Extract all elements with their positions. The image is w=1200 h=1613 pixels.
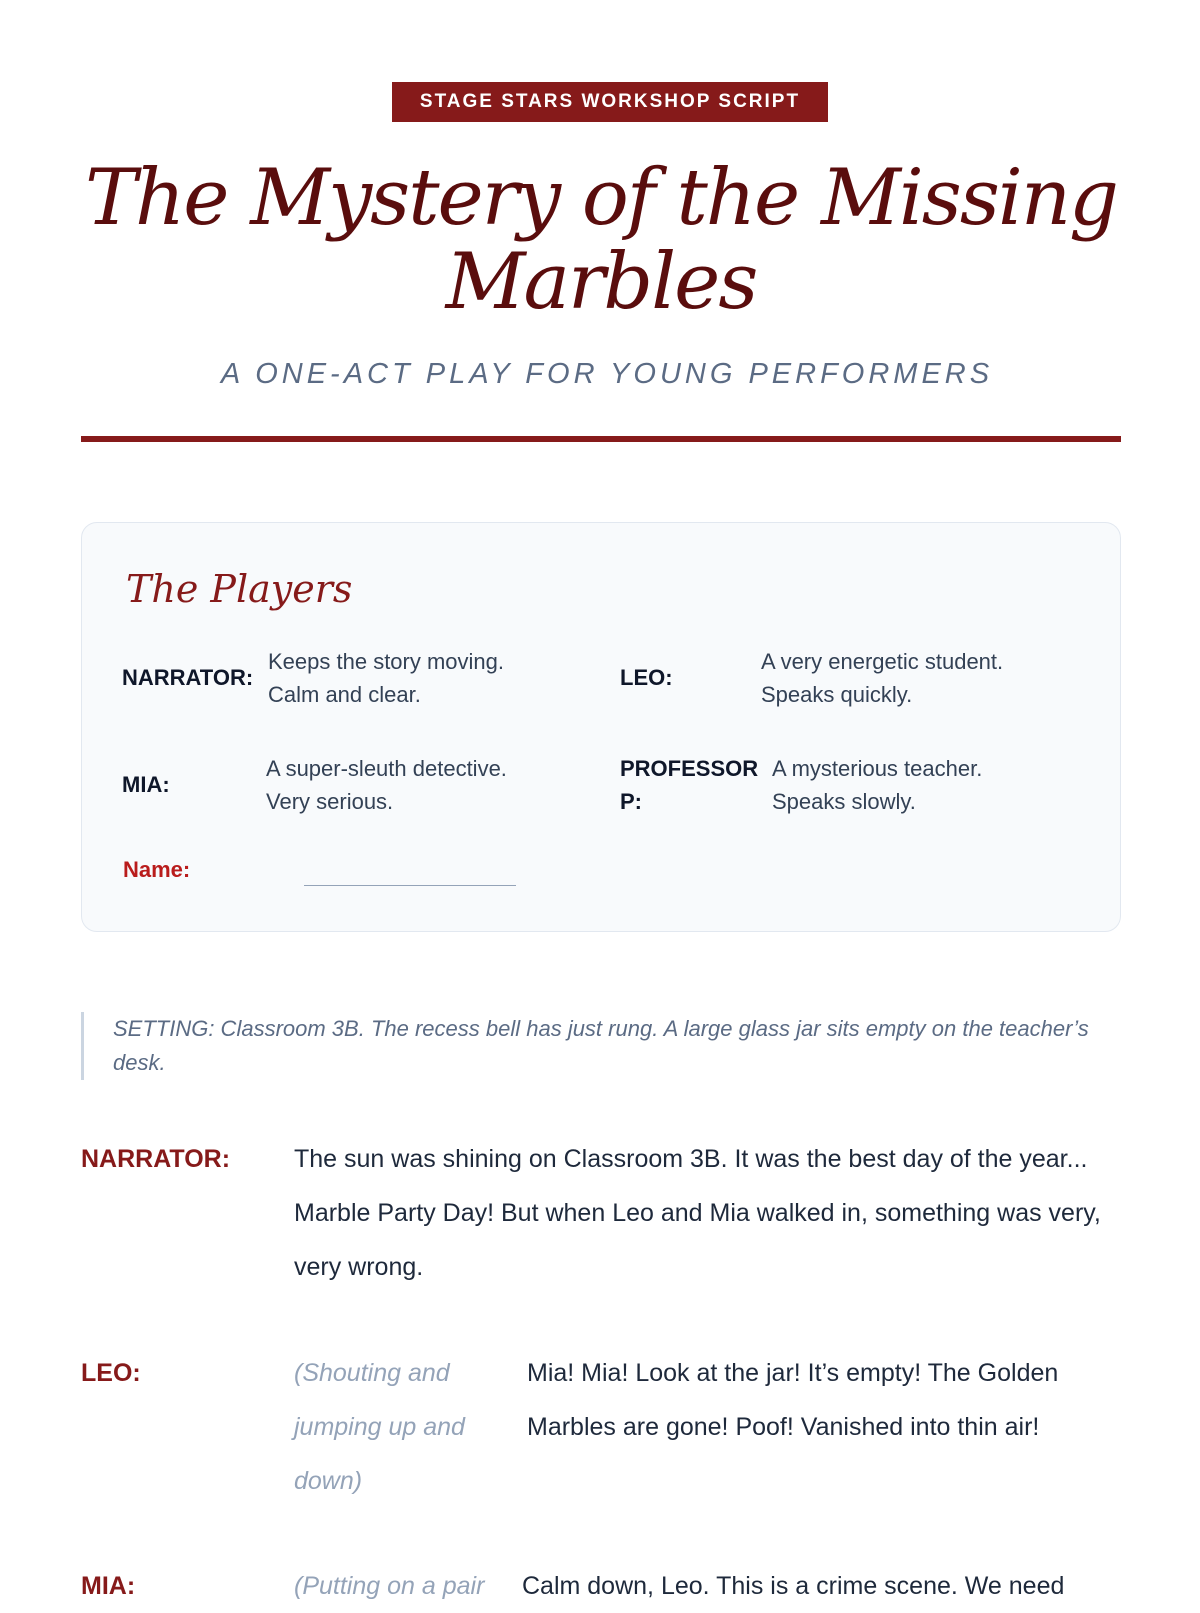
speaker-name: LEO: bbox=[81, 1359, 141, 1387]
script-page bbox=[81, 0, 1121, 1600]
play-title bbox=[81, 153, 1121, 327]
setting-note: SETTING: Classroom 3B. The recess bell has just rung. A large glass jar sits empty on the teacher’s desk. bbox=[81, 1012, 1113, 1080]
script-line bbox=[81, 1132, 1121, 1302]
speech-text: The sun was shining on Classroom 3B. It was the best day of the year... Marble Party Day! But when Leo and Mia walked in, something was very, very wrong. bbox=[294, 1145, 1101, 1281]
stage-direction: (Shouting and jumping up and down) bbox=[294, 1359, 465, 1495]
header-divider bbox=[81, 436, 1121, 442]
script-line bbox=[81, 1559, 1121, 1613]
role-mia bbox=[122, 752, 542, 818]
role-name: PROFESSOR P: bbox=[620, 756, 759, 814]
role-name: MIA: bbox=[122, 772, 170, 797]
role-description: A mysterious teacher. Speaks slowly. bbox=[772, 756, 983, 814]
speaker-name: MIA: bbox=[81, 1572, 136, 1600]
speaker-name: NARRATOR: bbox=[81, 1145, 231, 1173]
script-line bbox=[81, 1346, 1121, 1516]
role-name: NARRATOR: bbox=[122, 665, 254, 690]
title-line-1: The Mystery of the Missing bbox=[85, 153, 1117, 243]
title-line-2: Marbles bbox=[445, 237, 757, 327]
role-narrator bbox=[122, 645, 542, 711]
stage-direction: (Putting on a pair bbox=[294, 1572, 485, 1600]
name-write-line[interactable] bbox=[304, 885, 516, 886]
role-name: LEO: bbox=[620, 665, 673, 690]
play-subtitle: A ONE-ACT PLAY FOR YOUNG PERFORMERS bbox=[220, 358, 994, 390]
role-description: Keeps the story moving. Calm and clear. bbox=[268, 649, 505, 707]
badge-wrap bbox=[81, 82, 1121, 122]
role-description: A super-sleuth detective. Very serious. bbox=[266, 756, 507, 814]
role-professor-p bbox=[620, 752, 1040, 818]
workshop-badge: STAGE STARS WORKSHOP SCRIPT bbox=[392, 82, 828, 122]
role-leo bbox=[620, 645, 1040, 711]
speech-text: Mia! Mia! Look at the jar! It’s empty! The Golden Marbles are gone! Poof! Vanished into thin air! bbox=[527, 1359, 1059, 1441]
speech-text: Calm down, Leo. This is a crime scene. We need bbox=[522, 1572, 1065, 1600]
players-card bbox=[81, 522, 1121, 932]
role-description: A very energetic student. Speaks quickly. bbox=[761, 649, 1004, 707]
name-label: Name: bbox=[123, 857, 191, 882]
players-heading: The Players bbox=[126, 567, 353, 611]
